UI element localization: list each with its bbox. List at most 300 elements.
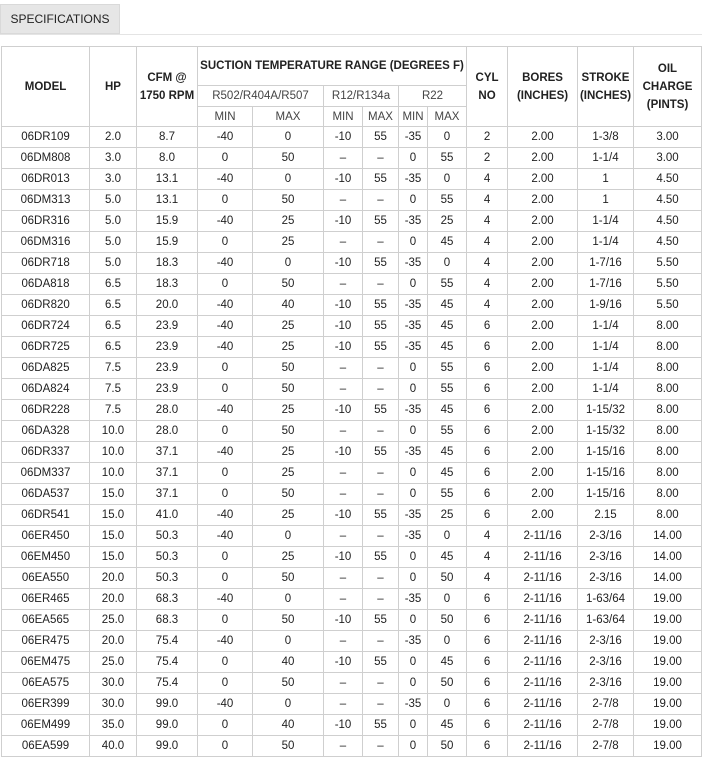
cell-r12-min: -10 [324,442,363,463]
cell-model: 06DA328 [2,421,90,442]
cell-r12-max: – [363,463,399,484]
cell-hp: 15.0 [90,547,137,568]
cell-model: 06DM313 [2,190,90,211]
cell-stroke: 1 [578,169,634,190]
cell-oil-charge: 14.00 [634,547,702,568]
cell-cyl: 6 [467,442,508,463]
cell-r12-max: 55 [363,337,399,358]
cell-oil-charge: 8.00 [634,421,702,442]
cell-stroke: 1-63/64 [578,589,634,610]
cell-r12-max: – [363,694,399,715]
cell-r502-max: 40 [253,715,324,736]
cell-r22-min: 0 [399,484,428,505]
cell-cyl: 6 [467,736,508,757]
cell-cfm: 75.4 [137,652,198,673]
cell-oil-charge: 5.50 [634,253,702,274]
cell-hp: 15.0 [90,526,137,547]
cell-r22-min: 0 [399,274,428,295]
cell-r502-min: 0 [198,358,253,379]
cell-r502-min: 0 [198,463,253,484]
cell-hp: 2.0 [90,127,137,148]
cell-hp: 5.0 [90,232,137,253]
cell-cyl: 6 [467,400,508,421]
cell-cyl: 4 [467,169,508,190]
cell-oil-charge: 8.00 [634,400,702,421]
cell-r502-max: 50 [253,484,324,505]
cell-r502-min: -40 [198,295,253,316]
cell-model: 06DM808 [2,148,90,169]
cell-r502-max: 0 [253,694,324,715]
cell-r22-min: -35 [399,295,428,316]
cell-r22-max: 45 [428,316,467,337]
cell-model: 06DR013 [2,169,90,190]
cell-r12-max: 55 [363,505,399,526]
table-row [2,694,702,715]
cell-oil-charge: 4.50 [634,232,702,253]
cell-cfm: 28.0 [137,421,198,442]
cell-r502-min: -40 [198,169,253,190]
cell-r22-min: 0 [399,715,428,736]
table-row [2,421,702,442]
cell-bores: 2-11/16 [508,610,578,631]
cell-oil-charge: 4.50 [634,190,702,211]
cell-cfm: 13.1 [137,169,198,190]
cell-r502-min: 0 [198,652,253,673]
cell-stroke: 2-3/16 [578,568,634,589]
cell-r502-max: 0 [253,169,324,190]
cell-r22-min: 0 [399,190,428,211]
cell-stroke: 2-3/16 [578,652,634,673]
cell-r12-min: – [324,379,363,400]
cell-stroke: 2-3/16 [578,673,634,694]
table-row [2,148,702,169]
cell-r22-max: 45 [428,463,467,484]
cell-bores: 2.00 [508,337,578,358]
cell-model: 06EA550 [2,568,90,589]
cell-r502-min: -40 [198,337,253,358]
cell-r22-max: 50 [428,610,467,631]
table-row [2,442,702,463]
header-min: MIN [324,107,363,127]
cell-r22-min: 0 [399,379,428,400]
cell-oil-charge: 8.00 [634,442,702,463]
specifications-table [1,46,702,757]
cell-model: 06EA575 [2,673,90,694]
cell-r502-max: 0 [253,631,324,652]
cell-stroke: 1-1/4 [578,316,634,337]
cell-hp: 5.0 [90,190,137,211]
cell-r22-min: 0 [399,463,428,484]
cell-hp: 20.0 [90,568,137,589]
table-row [2,736,702,757]
cell-cfm: 75.4 [137,673,198,694]
cell-r22-min: -35 [399,253,428,274]
cell-model: 06EM450 [2,547,90,568]
header-suction-range: SUCTION TEMPERATURE RANGE (DEGREES F) [198,47,467,86]
cell-cyl: 6 [467,358,508,379]
cell-oil-charge: 8.00 [634,505,702,526]
cell-r502-min: 0 [198,421,253,442]
cell-oil-charge: 8.00 [634,379,702,400]
cell-bores: 2.00 [508,274,578,295]
cell-model: 06DR718 [2,253,90,274]
cell-r22-min: 0 [399,568,428,589]
cell-hp: 10.0 [90,421,137,442]
cell-cyl: 4 [467,211,508,232]
cell-hp: 30.0 [90,694,137,715]
cell-r12-min: – [324,463,363,484]
cell-cfm: 99.0 [137,715,198,736]
cell-r12-max: 55 [363,316,399,337]
header-cfm: CFM @ 1750 RPM [137,47,198,127]
cell-model: 06DR316 [2,211,90,232]
cell-oil-charge: 19.00 [634,736,702,757]
cell-cyl: 6 [467,652,508,673]
cell-cyl: 4 [467,526,508,547]
cell-hp: 7.5 [90,400,137,421]
table-row [2,610,702,631]
cell-r12-min: – [324,232,363,253]
cell-stroke: 2.15 [578,505,634,526]
table-row [2,526,702,547]
cell-cfm: 23.9 [137,379,198,400]
cell-stroke: 1-1/4 [578,337,634,358]
header-max: MAX [253,107,324,127]
tab-specifications[interactable]: SPECIFICATIONS [0,4,120,34]
cell-oil-charge: 5.50 [634,274,702,295]
cell-r502-min: 0 [198,673,253,694]
cell-cfm: 23.9 [137,337,198,358]
cell-r12-max: – [363,190,399,211]
cell-oil-charge: 14.00 [634,526,702,547]
cell-bores: 2.00 [508,358,578,379]
cell-oil-charge: 19.00 [634,631,702,652]
cell-r12-min: – [324,484,363,505]
header-refrigerant-r502: R502/R404A/R507 [198,86,324,107]
cell-bores: 2.00 [508,190,578,211]
table-row [2,463,702,484]
cell-bores: 2.00 [508,484,578,505]
cell-cfm: 50.3 [137,568,198,589]
cell-r502-max: 50 [253,358,324,379]
table-row [2,568,702,589]
cell-r12-min: – [324,274,363,295]
cell-model: 06DA825 [2,358,90,379]
cell-cfm: 8.7 [137,127,198,148]
cell-r12-min: – [324,190,363,211]
cell-cyl: 6 [467,694,508,715]
cell-r502-max: 50 [253,568,324,589]
cell-cfm: 15.9 [137,211,198,232]
cell-cfm: 50.3 [137,547,198,568]
cell-r22-max: 25 [428,211,467,232]
cell-cfm: 68.3 [137,589,198,610]
cell-oil-charge: 4.50 [634,211,702,232]
cell-r22-max: 45 [428,715,467,736]
cell-r12-max: 55 [363,295,399,316]
cell-r12-min: -10 [324,211,363,232]
cell-oil-charge: 3.00 [634,148,702,169]
cell-r22-min: 0 [399,547,428,568]
cell-model: 06DR820 [2,295,90,316]
table-row [2,253,702,274]
cell-r12-max: – [363,589,399,610]
cell-r12-max: – [363,421,399,442]
tab-divider [0,34,702,35]
cell-cyl: 6 [467,379,508,400]
cell-r12-max: – [363,148,399,169]
cell-oil-charge: 5.50 [634,295,702,316]
table-row [2,211,702,232]
cell-r502-max: 50 [253,610,324,631]
cell-model: 06EM475 [2,652,90,673]
cell-cfm: 8.0 [137,148,198,169]
cell-r502-max: 25 [253,316,324,337]
cell-cyl: 4 [467,232,508,253]
cell-hp: 6.5 [90,274,137,295]
cell-r502-max: 25 [253,400,324,421]
header-bores: BORES (INCHES) [508,47,578,127]
cell-r502-min: 0 [198,379,253,400]
cell-model: 06DM316 [2,232,90,253]
cell-r502-max: 40 [253,652,324,673]
table-row [2,484,702,505]
cell-r12-min: – [324,421,363,442]
cell-r22-max: 45 [428,295,467,316]
cell-cfm: 20.0 [137,295,198,316]
cell-stroke: 1-3/8 [578,127,634,148]
cell-model: 06EA565 [2,610,90,631]
cell-model: 06DR725 [2,337,90,358]
cell-stroke: 1-15/32 [578,400,634,421]
cell-bores: 2.00 [508,421,578,442]
cell-cyl: 6 [467,463,508,484]
cell-r22-max: 45 [428,337,467,358]
table-row [2,337,702,358]
cell-hp: 20.0 [90,631,137,652]
cell-r502-max: 25 [253,463,324,484]
cell-cyl: 6 [467,589,508,610]
table-row [2,190,702,211]
cell-oil-charge: 19.00 [634,589,702,610]
cell-r502-max: 0 [253,526,324,547]
cell-cyl: 6 [467,484,508,505]
cell-stroke: 1-7/16 [578,253,634,274]
cell-cfm: 28.0 [137,400,198,421]
cell-stroke: 1-15/16 [578,484,634,505]
header-refrigerant-r22: R22 [399,86,467,107]
cell-model: 06EM499 [2,715,90,736]
cell-r502-max: 25 [253,442,324,463]
cell-hp: 20.0 [90,589,137,610]
cell-hp: 25.0 [90,652,137,673]
cell-r22-max: 0 [428,694,467,715]
cell-r12-min: – [324,148,363,169]
cell-r22-max: 55 [428,358,467,379]
cell-r12-max: 55 [363,253,399,274]
cell-bores: 2-11/16 [508,715,578,736]
cell-r12-max: – [363,379,399,400]
cell-model: 06DR337 [2,442,90,463]
cell-r502-min: -40 [198,442,253,463]
cell-model: 06ER399 [2,694,90,715]
cell-cfm: 37.1 [137,442,198,463]
header-refrigerant-r12: R12/R134a [324,86,399,107]
cell-r12-min: -10 [324,652,363,673]
cell-r12-min: -10 [324,400,363,421]
cell-cyl: 6 [467,337,508,358]
cell-r502-min: 0 [198,610,253,631]
cell-r502-min: 0 [198,484,253,505]
cell-cfm: 18.3 [137,253,198,274]
cell-r12-max: 55 [363,127,399,148]
cell-r22-max: 45 [428,547,467,568]
cell-bores: 2.00 [508,295,578,316]
table-row [2,505,702,526]
cell-r22-max: 0 [428,526,467,547]
cell-hp: 40.0 [90,736,137,757]
cell-stroke: 1-15/32 [578,421,634,442]
cell-cyl: 6 [467,631,508,652]
cell-r22-max: 45 [428,400,467,421]
cell-r12-min: -10 [324,295,363,316]
cell-r22-min: -35 [399,211,428,232]
cell-cfm: 23.9 [137,316,198,337]
cell-r12-max: 55 [363,169,399,190]
cell-model: 06ER450 [2,526,90,547]
cell-cfm: 15.9 [137,232,198,253]
cell-oil-charge: 8.00 [634,337,702,358]
cell-bores: 2.00 [508,316,578,337]
table-row [2,169,702,190]
cell-stroke: 2-3/16 [578,526,634,547]
cell-r12-min: – [324,526,363,547]
cell-stroke: 1-15/16 [578,463,634,484]
cell-cyl: 4 [467,190,508,211]
cell-stroke: 1-1/4 [578,358,634,379]
cell-hp: 5.0 [90,253,137,274]
cell-stroke: 1-63/64 [578,610,634,631]
cell-oil-charge: 3.00 [634,127,702,148]
cell-r22-max: 50 [428,673,467,694]
cell-r22-min: 0 [399,673,428,694]
cell-r12-max: – [363,526,399,547]
cell-r502-min: -40 [198,526,253,547]
cell-r22-min: 0 [399,232,428,253]
cell-cfm: 68.3 [137,610,198,631]
cell-r22-max: 0 [428,631,467,652]
cell-model: 06DM337 [2,463,90,484]
cell-stroke: 2-3/16 [578,631,634,652]
cell-stroke: 2-3/16 [578,547,634,568]
cell-oil-charge: 19.00 [634,715,702,736]
cell-cyl: 4 [467,274,508,295]
cell-oil-charge: 8.00 [634,358,702,379]
cell-r12-min: -10 [324,253,363,274]
table-row [2,631,702,652]
cell-r12-max: 55 [363,442,399,463]
cell-stroke: 2-7/8 [578,736,634,757]
cell-bores: 2-11/16 [508,589,578,610]
cell-hp: 15.0 [90,484,137,505]
table-row [2,400,702,421]
cell-cfm: 23.9 [137,358,198,379]
cell-hp: 10.0 [90,463,137,484]
cell-r22-min: -35 [399,442,428,463]
cell-r22-min: -35 [399,337,428,358]
cell-bores: 2.00 [508,148,578,169]
cell-bores: 2.00 [508,211,578,232]
cell-oil-charge: 4.50 [634,169,702,190]
table-row [2,379,702,400]
cell-r12-min: -10 [324,127,363,148]
cell-r22-min: -35 [399,505,428,526]
header-min: MIN [399,107,428,127]
header-oil-charge: OIL CHARGE (PINTS) [634,47,702,127]
cell-r12-max: 55 [363,547,399,568]
cell-stroke: 1-1/4 [578,379,634,400]
cell-oil-charge: 8.00 [634,484,702,505]
cell-r22-max: 0 [428,169,467,190]
cell-r12-min: – [324,358,363,379]
cell-r22-min: -35 [399,127,428,148]
cell-r502-min: -40 [198,127,253,148]
cell-r502-min: 0 [198,715,253,736]
cell-cyl: 4 [467,253,508,274]
cell-model: 06DR724 [2,316,90,337]
cell-r12-max: – [363,673,399,694]
cell-r22-max: 55 [428,274,467,295]
cell-r22-min: -35 [399,169,428,190]
cell-r12-min: – [324,694,363,715]
cell-cyl: 2 [467,127,508,148]
cell-r12-min: – [324,736,363,757]
cell-r22-min: -35 [399,694,428,715]
table-row [2,295,702,316]
cell-hp: 15.0 [90,505,137,526]
table-row [2,358,702,379]
cell-r502-max: 40 [253,295,324,316]
cell-bores: 2-11/16 [508,736,578,757]
cell-cfm: 99.0 [137,736,198,757]
cell-r502-max: 50 [253,736,324,757]
cell-r502-min: -40 [198,694,253,715]
cell-bores: 2.00 [508,400,578,421]
cell-r502-max: 25 [253,505,324,526]
cell-r502-min: -40 [198,316,253,337]
cell-r502-max: 25 [253,232,324,253]
cell-r12-max: 55 [363,652,399,673]
cell-r502-min: -40 [198,253,253,274]
cell-r22-max: 0 [428,253,467,274]
cell-r12-max: – [363,484,399,505]
cell-oil-charge: 19.00 [634,610,702,631]
table-body [2,127,702,757]
cell-r12-max: 55 [363,400,399,421]
cell-r502-min: -40 [198,400,253,421]
cell-bores: 2-11/16 [508,631,578,652]
cell-r22-min: -35 [399,400,428,421]
cell-r22-min: 0 [399,610,428,631]
cell-stroke: 1-1/4 [578,211,634,232]
cell-stroke: 2-7/8 [578,694,634,715]
cell-r22-max: 25 [428,505,467,526]
cell-hp: 6.5 [90,295,137,316]
table-row [2,316,702,337]
cell-cyl: 6 [467,673,508,694]
cell-model: 06DA537 [2,484,90,505]
cell-bores: 2.00 [508,463,578,484]
